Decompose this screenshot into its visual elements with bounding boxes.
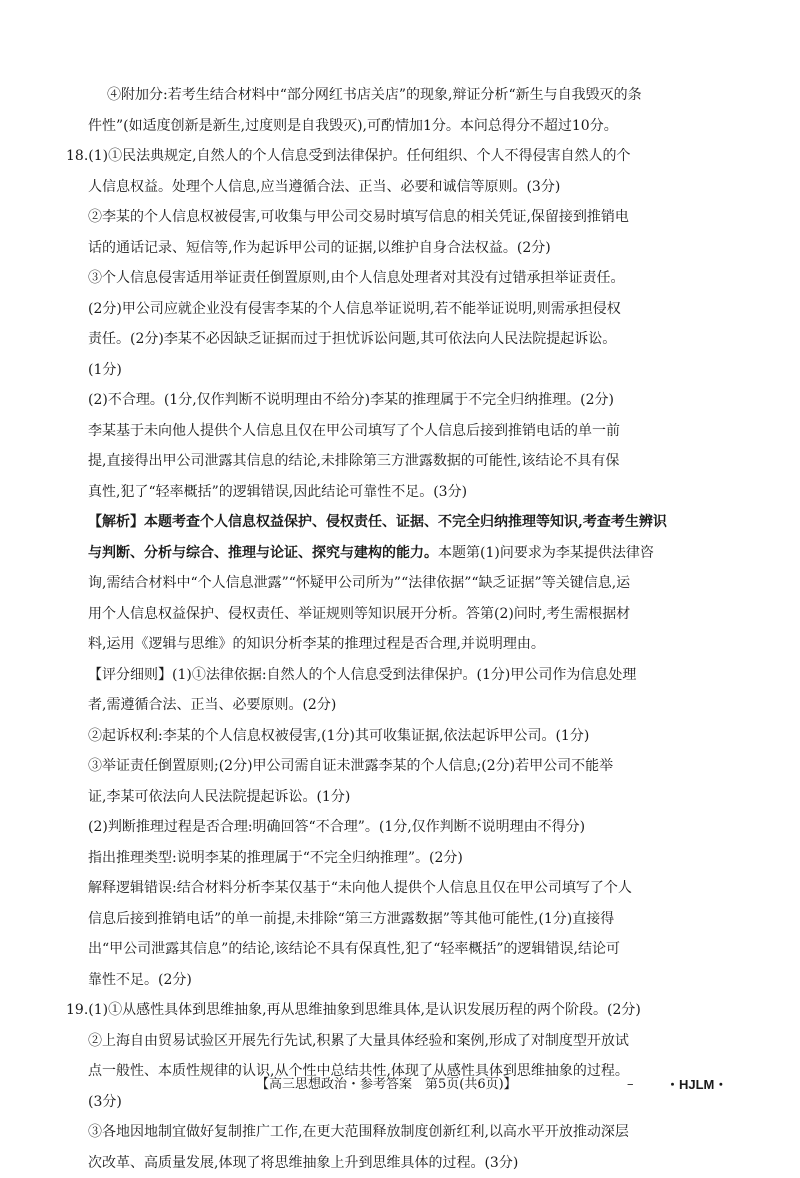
text-line: ④附加分:若考生结合材料中“部分网红书店关店”的现象,辩证分析“新生与自我毁灭的条: [0, 80, 800, 111]
text-line: [0, 538, 800, 569]
text-line: 出“甲公司泄露其信息”的结论,该结论不具有保真性,犯了“轻率概括”的逻辑错误,结论可: [0, 934, 800, 965]
text-line: 料,运用《逻辑与思维》的知识分析李某的推理过程是否合理,并说明理由。: [0, 629, 800, 660]
footer-mark: –: [627, 1070, 634, 1100]
text-line: 人信息权益。处理个人信息,应当遵循合法、正当、必要和诚信等原则。(3分): [0, 172, 800, 203]
text-line: 【评分细则】(1)①法律依据:自然人的个人信息受到法律保护。(1分)甲公司作为信息处理: [0, 660, 800, 691]
text-line: ③个人信息侵害适用举证责任倒置原则,由个人信息处理者对其没有过错承担举证责任。: [0, 263, 800, 294]
text-line: 信息后接到推销电话”的单一前提,未排除“第三方泄露数据”等其他可能性,(1分)直接得: [0, 904, 800, 935]
text-line: (2)不合理。(1分,仅作判断不说明理由不给分)李某的推理属于不完全归纳推理。(2分): [0, 385, 800, 416]
text-line: ③各地因地制宜做好复制推广工作,在更大范围释放制度创新红利,以高水平开放推动深层: [0, 1117, 800, 1148]
text-line: (3分): [0, 1087, 800, 1118]
text-line: 李某基于未向他人提供个人信息且仅在甲公司填写了个人信息后接到推销电话的单一前: [0, 416, 800, 447]
text-line: 指出推理类型:说明李某的推理属于“不完全归纳推理”。(2分): [0, 843, 800, 874]
text-line: 责任。(2分)李某不必因缺乏证据而过于担忧诉讼问题,其可依法向人民法院提起诉讼。: [0, 324, 800, 355]
answer-body: [0, 80, 800, 1178]
text-line: 提,直接得出甲公司泄露其信息的结论,未排除第三方泄露数据的可能性,该结论不具有保: [0, 446, 800, 477]
text-line: 真性,犯了“轻率概括”的逻辑错误,因此结论可靠性不足。(3分): [0, 477, 800, 508]
text-line: ③举证责任倒置原则;(2分)甲公司需自证未泄露李某的个人信息;(2分)若甲公司不能举: [0, 751, 800, 782]
text-line: (1分): [0, 355, 800, 386]
text-line: (2)判断推理过程是否合理:明确回答“不合理”。(1分,仅作判断不说明理由不得分): [0, 812, 800, 843]
text-line: 19.(1)①从感性具体到思维抽象,再从思维抽象到思维具体,是认识发展历程的两个阶段。(2分): [0, 995, 800, 1026]
text-line: 18.(1)①民法典规定,自然人的个人信息受到法律保护。任何组织、个人不得侵害自然人的个: [0, 141, 800, 172]
footer-title: 【高三思想政治・参考答案 第5页(共6页)】: [256, 1070, 517, 1100]
text-line: ②起诉权利:李某的个人信息权被侵害,(1分)其可收集证据,依法起诉甲公司。(1分): [0, 721, 800, 752]
text-line: 者,需遵循合法、正当、必要原则。(2分): [0, 690, 800, 721]
text-line: 件性”(如适度创新是新生,过度则是自我毁灭),可酌情加1分。本问总得分不超过10分。: [0, 111, 800, 142]
normal-segment: 本题第(1)问要求为李某提供法律咨: [438, 545, 654, 561]
text-line: 解释逻辑错误:结合材料分析李某仅基于“未向他人提供个人信息且仅在甲公司填写了个人: [0, 873, 800, 904]
text-line: 话的通话记录、短信等,作为起诉甲公司的证据,以维护自身合法权益。(2分): [0, 233, 800, 264]
bold-segment: 与判断、分析与综合、推理与论证、探究与建构的能力。: [88, 545, 438, 561]
text-line: 用个人信息权益保护、侵权责任、举证规则等知识展开分析。答第(2)问时,考生需根据材: [0, 599, 800, 630]
text-line: ②李某的个人信息权被侵害,可收集与甲公司交易时填写信息的相关凭证,保留接到推销电: [0, 202, 800, 233]
footer-code: ・HJLM・: [666, 1070, 727, 1100]
text-line: 次改革、高质量发展,体现了将思维抽象上升到思维具体的过程。(3分): [0, 1148, 800, 1178]
text-line: ②上海自由贸易试验区开展先行先试,积累了大量具体经验和案例,形成了对制度型开放试: [0, 1026, 800, 1057]
page-footer: [0, 1070, 800, 1100]
text-line: (2分)甲公司应就企业没有侵害李某的个人信息举证说明,若不能举证说明,则需承担侵权: [0, 294, 800, 325]
text-line: 点一般性、本质性规律的认识,从个性中总结共性,体现了从感性具体到思维抽象的过程。: [0, 1056, 800, 1087]
text-line: 【解析】本题考查个人信息权益保护、侵权责任、证据、不完全归纳推理等知识,考查考生辨识: [0, 507, 800, 538]
text-line: 靠性不足。(2分): [0, 965, 800, 996]
text-line: 询,需结合材料中“个人信息泄露”“怀疑甲公司所为”“法律依据”“缺乏证据”等关键信息,运: [0, 568, 800, 599]
text-line: 证,李某可依法向人民法院提起诉讼。(1分): [0, 782, 800, 813]
